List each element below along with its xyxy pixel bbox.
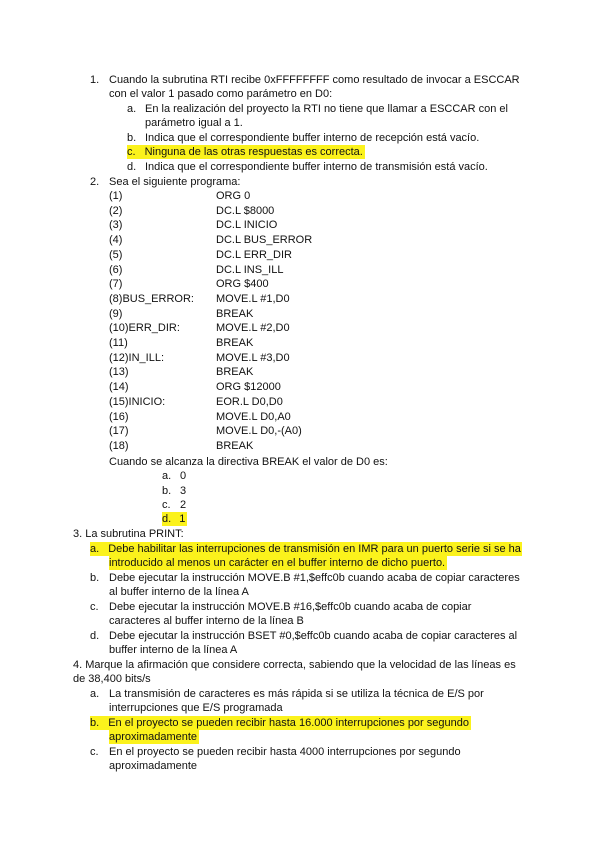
q3-option-c-line2: caracteres al buffer interno de la línea B	[109, 615, 304, 627]
q4-stem-line2: de 38,400 bits/s	[73, 673, 151, 685]
program-line-code: DC.L BUS_ERROR	[216, 234, 313, 246]
q3-option-d-letter: d.	[90, 630, 100, 642]
q3-option-a-letter: a.	[90, 543, 100, 555]
program-line-code: MOVE.L D0,-(A0)	[216, 425, 302, 437]
program-line-label: (16)	[109, 411, 129, 423]
q2-option-a-letter: a.	[162, 470, 172, 482]
q2-option-c-letter: c.	[162, 499, 171, 511]
q1-option-c-text: Ninguna de las otras respuestas es correcta.	[144, 146, 363, 158]
program-line-code: DC.L INICIO	[216, 219, 278, 231]
q3-option-b-letter: b.	[90, 572, 100, 584]
program-line-code: DC.L $8000	[216, 205, 275, 217]
q3-option-a-line2: introducido al menos un carácter en el buffer interno de dicho puerto.	[109, 557, 446, 569]
program-line-code: ORG 0	[216, 190, 251, 202]
q2-option-b-text: 3	[180, 485, 187, 497]
program-line-code: ORG $12000	[216, 381, 281, 393]
q2-option-b-letter: b.	[162, 485, 172, 497]
q2-option-d-letter: d.	[162, 513, 172, 525]
program-line-code: DC.L ERR_DIR	[216, 249, 292, 261]
q4-option-b-letter: b.	[90, 717, 100, 729]
program-line-label: (9)	[109, 308, 123, 320]
q4-option-c-line1: En el proyecto se pueden recibir hasta 4000 interrupciones por segundo	[109, 746, 461, 758]
q2-option-a-text: 0	[180, 470, 187, 482]
q2-question: Cuando se alcanza la directiva BREAK el valor de D0 es:	[109, 456, 388, 468]
program-line-label: (7)	[109, 278, 123, 290]
q4-option-a-letter: a.	[90, 688, 100, 700]
program-line-label: (11)	[109, 337, 128, 349]
program-line-label: (4)	[109, 234, 123, 246]
q4-option-c-letter: c.	[90, 746, 99, 758]
program-line-code: ORG $400	[216, 278, 269, 290]
q4-option-c-line2: aproximadamente	[109, 760, 198, 772]
q3-option-d-line1: Debe ejecutar la instrucción BSET #0,$effc0b cuando acaba de copiar caracteres al	[109, 630, 518, 642]
q1-option-a-line2: parámetro igual a 1.	[145, 117, 243, 129]
program-line-code: BREAK	[216, 308, 254, 320]
program-line-label: (3)	[109, 219, 123, 231]
program-line-label: (1)	[109, 190, 123, 202]
q1-stem-line1: Cuando la subrutina RTI recibe 0xFFFFFFFF como resultado de invocar a ESCCAR	[109, 74, 520, 86]
program-line-label: (14)	[109, 381, 129, 393]
q4-option-b-line2: aproximadamente	[109, 731, 198, 743]
program-line-label: (17)	[109, 425, 129, 437]
program-line-label: (2)	[109, 205, 123, 217]
q1-option-d-text: Indica que el correspondiente buffer interno de transmisión está vacío.	[145, 161, 488, 173]
program-line-code: EOR.L D0,D0	[216, 396, 283, 408]
q4-option-a-line2: interrupciones que E/S programada	[109, 702, 283, 714]
program-line-code: MOVE.L #1,D0	[216, 293, 290, 305]
program-line-label: (13)	[109, 366, 129, 378]
q3-option-c-line1: Debe ejecutar la instrucción MOVE.B #16,$effc0b cuando acaba de copiar	[109, 601, 472, 613]
program-line-code: BREAK	[216, 440, 254, 452]
q4-option-b-highlight-line1	[90, 716, 471, 730]
q2-option-d-text: 1	[179, 513, 186, 525]
program-line-label: (15)INICIO:	[109, 396, 166, 408]
program-line-code: BREAK	[216, 337, 254, 349]
q4-option-a-line1: La transmisión de caracteres es más rápida si se utiliza la técnica de E/S por	[109, 688, 484, 700]
program-line-code: MOVE.L #2,D0	[216, 322, 290, 334]
q1-number: 1.	[90, 74, 100, 86]
q1-option-a-line1: En la realización del proyecto la RTI no tiene que llamar a ESCCAR con el	[145, 103, 508, 115]
q3-option-a-line1: Debe habilitar las interrupciones de transmisión en IMR para un puerto serie si se ha	[108, 543, 521, 555]
q4-option-b-line1: En el proyecto se pueden recibir hasta 16.000 interrupciones por segundo	[108, 717, 469, 729]
q1-option-b-text: Indica que el correspondiente buffer interno de recepción está vacío.	[145, 132, 480, 144]
program-line-label: (6)	[109, 264, 123, 276]
program-line-code: MOVE.L D0,A0	[216, 411, 291, 423]
q2-number: 2.	[90, 176, 100, 188]
q1-stem-line2: con el valor 1 pasado como parámetro en D0:	[109, 88, 333, 100]
program-line-label: (12)IN_ILL:	[109, 352, 165, 364]
q2-option-c-text: 2	[180, 499, 187, 511]
program-line-label: (8)BUS_ERROR:	[109, 293, 194, 305]
q3-option-a-highlight-line1	[90, 542, 522, 556]
q3-stem: 3. La subrutina PRINT:	[73, 528, 184, 540]
q3-option-b-line1: Debe ejecutar la instrucción MOVE.B #1,$effc0b cuando acaba de copiar caracteres	[109, 572, 520, 584]
q1-option-c-letter: c.	[127, 146, 136, 158]
program-line-code: DC.L INS_ILL	[216, 264, 284, 276]
program-line-label: (5)	[109, 249, 123, 261]
program-line-label: (10)ERR_DIR:	[109, 322, 180, 334]
q3-option-d-line2: buffer interno de la línea A	[109, 644, 238, 656]
q2-stem: Sea el siguiente programa:	[109, 176, 241, 188]
q3-option-b-line2: al buffer interno de la línea A	[109, 586, 249, 598]
program-line-code: MOVE.L #3,D0	[216, 352, 290, 364]
program-line-code: BREAK	[216, 366, 254, 378]
q1-option-a-letter: a.	[127, 103, 137, 115]
q1-option-c-highlighted	[127, 145, 365, 159]
program-line-label: (18)	[109, 440, 129, 452]
q2-option-d-highlighted	[162, 512, 187, 526]
q3-option-c-letter: c.	[90, 601, 99, 613]
q4-stem-line1: 4. Marque la afirmación que considere correcta, sabiendo que la velocidad de las líneas es	[73, 659, 516, 671]
q1-option-b-letter: b.	[127, 132, 137, 144]
q1-option-d-letter: d.	[127, 161, 137, 173]
